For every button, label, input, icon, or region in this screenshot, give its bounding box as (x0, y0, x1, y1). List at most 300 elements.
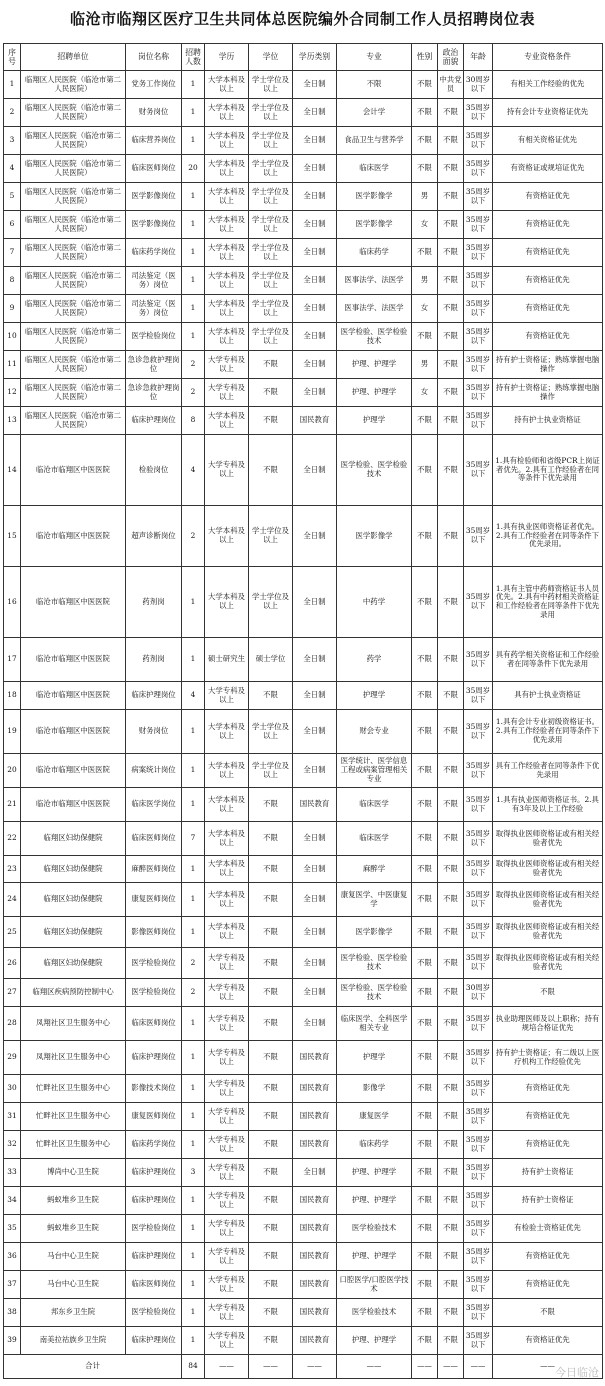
header-cell: 招聘单位 (21, 44, 126, 71)
cell-num: 1 (182, 183, 205, 211)
cell-major: 口腔医学/口腔医学技术 (337, 1271, 412, 1299)
cell-unit: 临沧市临翔区中医医院 (21, 682, 126, 710)
cell-political: 不限 (438, 567, 464, 638)
cell-degree: 不限 (249, 1159, 293, 1187)
cell-req: 有资格证优先 (493, 1131, 603, 1159)
cell-type: 全日制 (293, 99, 337, 127)
cell-political: 中共党员 (438, 71, 464, 99)
cell-sex: 女 (412, 211, 438, 239)
cell-edu: 大学本科及以上 (205, 323, 249, 351)
total-row (4, 1355, 603, 1379)
cell-degree: 学士学位及以上 (249, 295, 293, 323)
cell-req: 不限 (493, 1299, 603, 1327)
cell-num: 1 (182, 239, 205, 267)
cell-req: 有资格证优先 (493, 323, 603, 351)
table-row (4, 788, 603, 822)
cell-degree: 不限 (249, 788, 293, 822)
cell-sex: 不限 (412, 1299, 438, 1327)
cell-sex: 不限 (412, 710, 438, 754)
cell-num: 20 (182, 155, 205, 183)
header-cell: 专业资格条件 (493, 44, 603, 71)
cell-no: 34 (4, 1187, 21, 1215)
cell-sex: 不限 (412, 1271, 438, 1299)
cell-req: 有相关工作经验的优先 (493, 71, 603, 99)
cell-unit: 临沧市临翔区中医医院 (21, 788, 126, 822)
cell-num: 1 (182, 127, 205, 155)
cell-unit: 临沧市临翔区中医医院 (21, 567, 126, 638)
cell-age: 30周岁以下 (464, 71, 493, 99)
table-row (4, 1103, 603, 1131)
cell-major: 康复医学、中医康复学 (337, 883, 412, 917)
header-cell: 学位 (249, 44, 293, 71)
cell-degree: 不限 (249, 856, 293, 883)
cell-num: 1 (182, 295, 205, 323)
cell-req: 有资格证优先 (493, 211, 603, 239)
cell-age: 35周岁以下 (464, 435, 493, 506)
cell-num: 1 (182, 323, 205, 351)
cell-unit: 临翔区妇幼保健院 (21, 856, 126, 883)
cell-num: 2 (182, 379, 205, 407)
cell-no: 13 (4, 407, 21, 435)
cell-no: 19 (4, 710, 21, 754)
cell-req: 有资格证优先 (493, 267, 603, 295)
cell-major: 临床医学 (337, 788, 412, 822)
cell-political: 不限 (438, 682, 464, 710)
cell-edu: 大学本科及以上 (205, 567, 249, 638)
header-cell: 招聘人数 (182, 44, 205, 71)
table-row (4, 856, 603, 883)
cell-major: 护理、护理学 (337, 1187, 412, 1215)
cell-sex: 不限 (412, 979, 438, 1007)
cell-no: 26 (4, 948, 21, 979)
cell-major: 医学统计、医学信息工程或病案管理相关专业 (337, 754, 412, 788)
cell-major: 会计学 (337, 99, 412, 127)
cell-req: 具有护士执业资格证 (493, 682, 603, 710)
cell-req: 1.具有会计专业初级资格证书。2.具有工作经验者在同等条件下优先录用 (493, 710, 603, 754)
cell-req: 持有护士资格证；有二级以上医疗机构工作经验优先 (493, 1041, 603, 1075)
cell-age: 35周岁以下 (464, 351, 493, 379)
cell-political: 不限 (438, 435, 464, 506)
cell-major: 临床医学、全科医学相关专业 (337, 1007, 412, 1041)
document-title: 临沧市临翔区医疗卫生共同体总医院编外合同制工作人员招聘岗位表 (69, 10, 535, 28)
total-dash: —— (249, 1355, 293, 1379)
cell-degree: 不限 (249, 407, 293, 435)
cell-unit: 临翔区人民医院（临沧市第二人民医院） (21, 183, 126, 211)
cell-major: 护理学 (337, 682, 412, 710)
cell-age: 35周岁以下 (464, 948, 493, 979)
cell-political: 不限 (438, 1299, 464, 1327)
table-row (4, 323, 603, 351)
cell-type: 全日制 (293, 506, 337, 567)
cell-unit: 临沧市临翔区中医医院 (21, 754, 126, 788)
cell-no: 14 (4, 435, 21, 506)
cell-age: 35周岁以下 (464, 267, 493, 295)
cell-post: 临床医师岗位 (126, 1271, 182, 1299)
cell-post: 康复医师岗位 (126, 1103, 182, 1131)
table-row (4, 1271, 603, 1299)
cell-edu: 大学专科及以上 (205, 351, 249, 379)
cell-req: 有资格证优先 (493, 1243, 603, 1271)
cell-sex: 女 (412, 379, 438, 407)
cell-num: 1 (182, 1007, 205, 1041)
cell-age: 35周岁以下 (464, 1075, 493, 1103)
cell-major: 护理、护理学 (337, 1243, 412, 1271)
table-row (4, 1159, 603, 1187)
cell-post: 病案统计岗位 (126, 754, 182, 788)
cell-sex: 不限 (412, 754, 438, 788)
cell-no: 2 (4, 99, 21, 127)
cell-type: 全日制 (293, 379, 337, 407)
table-row (4, 379, 603, 407)
cell-unit: 临翔区疾病预防控制中心 (21, 979, 126, 1007)
cell-major: 影像学 (337, 1075, 412, 1103)
cell-unit: 南美拉祜族乡卫生院 (21, 1327, 126, 1355)
table-row (4, 917, 603, 948)
header-cell: 专业 (337, 44, 412, 71)
cell-edu: 大学本科及以上 (205, 71, 249, 99)
cell-unit: 临沧市临翔区中医医院 (21, 435, 126, 506)
cell-post: 财务岗位 (126, 99, 182, 127)
table-row (4, 127, 603, 155)
cell-num: 1 (182, 1243, 205, 1271)
cell-edu: 大学专科及以上 (205, 1159, 249, 1187)
cell-degree: 不限 (249, 1271, 293, 1299)
cell-sex: 不限 (412, 506, 438, 567)
cell-political: 不限 (438, 267, 464, 295)
total-dash: —— (293, 1355, 337, 1379)
cell-political: 不限 (438, 979, 464, 1007)
cell-req: 有检验士资格证优先 (493, 1215, 603, 1243)
cell-no: 4 (4, 155, 21, 183)
cell-unit: 临翔区人民医院（临沧市第二人民医院） (21, 351, 126, 379)
cell-type: 全日制 (293, 1007, 337, 1041)
cell-type: 全日制 (293, 295, 337, 323)
cell-num: 1 (182, 856, 205, 883)
cell-sex: 不限 (412, 682, 438, 710)
cell-political: 不限 (438, 883, 464, 917)
cell-political: 不限 (438, 407, 464, 435)
cell-political: 不限 (438, 754, 464, 788)
cell-num: 1 (182, 917, 205, 948)
cell-type: 全日制 (293, 567, 337, 638)
cell-sex: 不限 (412, 1187, 438, 1215)
cell-major: 护理、护理学 (337, 351, 412, 379)
cell-major: 康复医学 (337, 1103, 412, 1131)
cell-political: 不限 (438, 323, 464, 351)
cell-num: 1 (182, 883, 205, 917)
cell-post: 临床护理岗位 (126, 682, 182, 710)
header-row (4, 44, 603, 71)
cell-degree: 学士学位及以上 (249, 710, 293, 754)
cell-type: 全日制 (293, 127, 337, 155)
table-row (4, 638, 603, 682)
cell-type: 国民教育 (293, 1041, 337, 1075)
cell-major: 医学检验、医学检验技术 (337, 979, 412, 1007)
cell-no: 31 (4, 1103, 21, 1131)
cell-edu: 大学本科及以上 (205, 183, 249, 211)
cell-political: 不限 (438, 379, 464, 407)
cell-unit: 凤翔社区卫生服务中心 (21, 1041, 126, 1075)
cell-major: 医学影像学 (337, 917, 412, 948)
cell-degree: 不限 (249, 1041, 293, 1075)
cell-age: 35周岁以下 (464, 127, 493, 155)
cell-unit: 临翔区人民医院（临沧市第二人民医院） (21, 239, 126, 267)
cell-req: 有资格证优先 (493, 183, 603, 211)
cell-edu: 大学本科及以上 (205, 883, 249, 917)
cell-type: 国民教育 (293, 1215, 337, 1243)
table-row (4, 267, 603, 295)
cell-degree: 不限 (249, 1075, 293, 1103)
cell-unit: 蚂蚁堆乡卫生院 (21, 1187, 126, 1215)
cell-post: 医学检验岗位 (126, 1299, 182, 1327)
cell-req: 持有会计专业资格证优先 (493, 99, 603, 127)
cell-num: 1 (182, 754, 205, 788)
cell-sex: 女 (412, 295, 438, 323)
cell-edu: 大学专科及以上 (205, 1243, 249, 1271)
cell-degree: 不限 (249, 379, 293, 407)
cell-age: 35周岁以下 (464, 506, 493, 567)
cell-age: 35周岁以下 (464, 239, 493, 267)
cell-edu: 大学专科及以上 (205, 1075, 249, 1103)
cell-sex: 不限 (412, 1007, 438, 1041)
cell-age: 35周岁以下 (464, 1041, 493, 1075)
table-row (4, 1075, 603, 1103)
cell-no: 6 (4, 211, 21, 239)
cell-req: 取得执业医师资格证或有相关经验者优先 (493, 822, 603, 856)
table-body (4, 71, 603, 1355)
cell-no: 33 (4, 1159, 21, 1187)
cell-num: 8 (182, 407, 205, 435)
cell-req: 有资格证优先 (493, 1075, 603, 1103)
cell-major: 医学影像学 (337, 183, 412, 211)
cell-no: 30 (4, 1075, 21, 1103)
cell-political: 不限 (438, 1103, 464, 1131)
table-row (4, 183, 603, 211)
cell-sex: 不限 (412, 155, 438, 183)
cell-sex: 不限 (412, 917, 438, 948)
cell-type: 国民教育 (293, 1103, 337, 1131)
cell-major: 中药学 (337, 567, 412, 638)
cell-num: 1 (182, 1327, 205, 1355)
cell-post: 临床医师岗位 (126, 155, 182, 183)
cell-degree: 不限 (249, 822, 293, 856)
table-row (4, 1299, 603, 1327)
cell-no: 22 (4, 822, 21, 856)
cell-req: 有资格证或规培证优先 (493, 155, 603, 183)
cell-req: 1.具有主管中药师资格证书人员优先。2.具有中药材相关资格证和工作经验者在同等条件下优先录用 (493, 567, 603, 638)
cell-major: 护理学 (337, 1041, 412, 1075)
cell-type: 国民教育 (293, 407, 337, 435)
cell-no: 1 (4, 71, 21, 99)
total-dash: —— (412, 1355, 438, 1379)
cell-edu: 大学专科及以上 (205, 1041, 249, 1075)
cell-major: 不限 (337, 71, 412, 99)
cell-major: 护理、护理学 (337, 379, 412, 407)
cell-edu: 大学本科及以上 (205, 710, 249, 754)
cell-age: 35周岁以下 (464, 710, 493, 754)
cell-no: 28 (4, 1007, 21, 1041)
cell-major: 医事法学、法医学 (337, 267, 412, 295)
cell-unit: 临沧市临翔区中医医院 (21, 710, 126, 754)
cell-post: 临床医师岗位 (126, 1007, 182, 1041)
cell-sex: 不限 (412, 1215, 438, 1243)
cell-political: 不限 (438, 788, 464, 822)
cell-major: 临床医学 (337, 155, 412, 183)
cell-type: 国民教育 (293, 1075, 337, 1103)
cell-type: 全日制 (293, 1159, 337, 1187)
cell-edu: 大学本科及以上 (205, 407, 249, 435)
cell-post: 临床药学岗位 (126, 239, 182, 267)
cell-political: 不限 (438, 1243, 464, 1271)
cell-no: 37 (4, 1271, 21, 1299)
cell-major: 麻醉学 (337, 856, 412, 883)
cell-degree: 不限 (249, 883, 293, 917)
table-row (4, 407, 603, 435)
cell-type: 全日制 (293, 323, 337, 351)
total-count: 84 (182, 1355, 205, 1379)
cell-post: 司法鉴定（医务）岗位 (126, 295, 182, 323)
cell-degree: 不限 (249, 917, 293, 948)
cell-sex: 男 (412, 267, 438, 295)
table-row (4, 979, 603, 1007)
table-row (4, 71, 603, 99)
cell-req: 持有护士执业资格证 (493, 407, 603, 435)
table-row (4, 1007, 603, 1041)
cell-major: 医学检验技术 (337, 1299, 412, 1327)
cell-degree: 学士学位及以上 (249, 99, 293, 127)
cell-degree: 不限 (249, 435, 293, 506)
cell-req: 取得执业医师资格证或有相关经验者优先 (493, 883, 603, 917)
cell-political: 不限 (438, 1187, 464, 1215)
cell-degree: 不限 (249, 1243, 293, 1271)
cell-major: 医学检验技术 (337, 1215, 412, 1243)
header-cell: 序号 (4, 44, 21, 71)
cell-no: 36 (4, 1243, 21, 1271)
cell-political: 不限 (438, 1327, 464, 1355)
cell-post: 临床药学岗位 (126, 1131, 182, 1159)
total-dash: —— (438, 1355, 464, 1379)
cell-age: 35周岁以下 (464, 1159, 493, 1187)
cell-post: 临床护理岗位 (126, 1041, 182, 1075)
cell-type: 全日制 (293, 710, 337, 754)
cell-degree: 学士学位及以上 (249, 754, 293, 788)
cell-no: 38 (4, 1299, 21, 1327)
cell-edu: 大学专科及以上 (205, 379, 249, 407)
cell-post: 医学检验岗位 (126, 1215, 182, 1243)
cell-req: 1.具有执业医师资格证书。2.具有3年及以上工作经验 (493, 788, 603, 822)
cell-unit: 临翔区人民医院（临沧市第二人民医院） (21, 295, 126, 323)
cell-degree: 不限 (249, 1327, 293, 1355)
cell-no: 11 (4, 351, 21, 379)
cell-req: 持有护士资格证；熟练掌握电脑操作 (493, 379, 603, 407)
cell-sex: 不限 (412, 1243, 438, 1271)
cell-no: 16 (4, 567, 21, 638)
cell-unit: 忙畔社区卫生服务中心 (21, 1103, 126, 1131)
cell-degree: 硕士学位 (249, 638, 293, 682)
cell-unit: 临翔区人民医院（临沧市第二人民医院） (21, 211, 126, 239)
cell-political: 不限 (438, 99, 464, 127)
cell-type: 全日制 (293, 155, 337, 183)
cell-major: 护理学 (337, 407, 412, 435)
cell-sex: 不限 (412, 1159, 438, 1187)
table-row (4, 948, 603, 979)
cell-major: 医事法学、法医学 (337, 295, 412, 323)
cell-type: 全日制 (293, 948, 337, 979)
recruitment-table (3, 43, 603, 1379)
cell-num: 1 (182, 567, 205, 638)
total-dash: —— (205, 1355, 249, 1379)
cell-edu: 大学专科及以上 (205, 1187, 249, 1215)
cell-degree: 不限 (249, 1187, 293, 1215)
cell-sex: 不限 (412, 127, 438, 155)
cell-major: 医学影像学 (337, 506, 412, 567)
cell-edu: 大学专科及以上 (205, 1215, 249, 1243)
table-row (4, 822, 603, 856)
cell-degree: 学士学位及以上 (249, 567, 293, 638)
cell-unit: 临沧市临翔区中医医院 (21, 638, 126, 682)
cell-post: 财务岗位 (126, 710, 182, 754)
cell-sex: 不限 (412, 1041, 438, 1075)
total-dash: —— (464, 1355, 493, 1379)
cell-sex: 不限 (412, 638, 438, 682)
cell-num: 1 (182, 638, 205, 682)
cell-req: 具有工作经验者在同等条件下优先录用 (493, 754, 603, 788)
cell-sex: 不限 (412, 1075, 438, 1103)
cell-type: 国民教育 (293, 1299, 337, 1327)
cell-political: 不限 (438, 822, 464, 856)
cell-post: 影像技术岗位 (126, 1075, 182, 1103)
cell-type: 全日制 (293, 435, 337, 506)
cell-political: 不限 (438, 1041, 464, 1075)
table-row (4, 567, 603, 638)
cell-sex: 不限 (412, 407, 438, 435)
cell-num: 1 (182, 211, 205, 239)
cell-political: 不限 (438, 506, 464, 567)
cell-political: 不限 (438, 1215, 464, 1243)
cell-degree: 学士学位及以上 (249, 239, 293, 267)
cell-degree: 学士学位及以上 (249, 127, 293, 155)
cell-major: 护理、护理学 (337, 1327, 412, 1355)
cell-sex: 不限 (412, 567, 438, 638)
cell-age: 35周岁以下 (464, 1103, 493, 1131)
cell-no: 35 (4, 1215, 21, 1243)
cell-unit: 临翔区妇幼保健院 (21, 883, 126, 917)
cell-degree: 不限 (249, 351, 293, 379)
cell-type: 全日制 (293, 979, 337, 1007)
cell-unit: 临翔区人民医院（临沧市第二人民医院） (21, 407, 126, 435)
header-cell: 岗位名称 (126, 44, 182, 71)
cell-edu: 大学专科及以上 (205, 1271, 249, 1299)
cell-unit: 蚂蚁堆乡卫生院 (21, 1215, 126, 1243)
cell-post: 临床医师岗位 (126, 822, 182, 856)
header-cell: 学历 (205, 44, 249, 71)
cell-edu: 大学本科及以上 (205, 754, 249, 788)
cell-major: 医学检验、医学检验技术 (337, 948, 412, 979)
cell-unit: 邦东乡卫生院 (21, 1299, 126, 1327)
cell-political: 不限 (438, 1159, 464, 1187)
cell-num: 7 (182, 822, 205, 856)
cell-no: 5 (4, 183, 21, 211)
total-dash: —— (337, 1355, 412, 1379)
cell-post: 司法鉴定（医务）岗位 (126, 267, 182, 295)
cell-degree: 学士学位及以上 (249, 211, 293, 239)
cell-age: 35周岁以下 (464, 407, 493, 435)
cell-degree: 学士学位及以上 (249, 506, 293, 567)
cell-political: 不限 (438, 638, 464, 682)
cell-type: 全日制 (293, 856, 337, 883)
cell-major: 食品卫生与营养学 (337, 127, 412, 155)
cell-edu: 大学本科及以上 (205, 211, 249, 239)
